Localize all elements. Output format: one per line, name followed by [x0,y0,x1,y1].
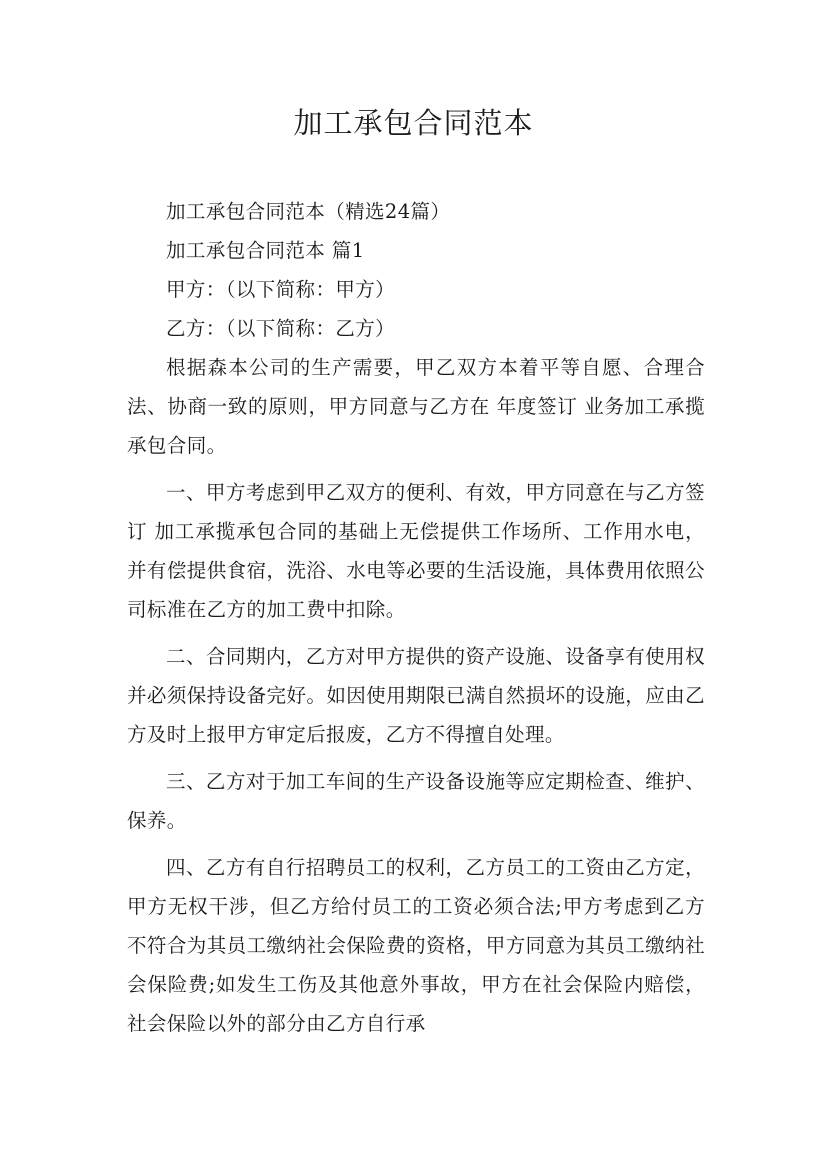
paragraph-clause-1: 一、甲方考虑到甲乙双方的便利、有效，甲方同意在与乙方签订 加工承揽承包合同的基础上无偿提供工作场所、工作用水电，并有偿提供食宿，洗浴、水电等必要的生活设施，具体费用依照公司标准在乙方的加工费中扣除。 [127,481,705,621]
paragraph-clause-3: 三、乙方对于加工车间的生产设备设施等应定期检查、维护、保养。 [127,770,705,832]
paragraph-preamble: 根据森本公司的生产需要，甲乙双方本着平等自愿、合理合法、协商一致的原则，甲方同意与乙方在 年度签订 业务加工承揽承包合同。 [127,356,705,457]
paragraph-clause-4: 四、乙方有自行招聘员工的权利，乙方员工的工资由乙方定，甲方无权干涉，但乙方给付员工的工资必须合法;甲方考虑到乙方不符合为其员工缴纳社会保险费的资格，甲方同意为其员工缴纳社会保险费;如发生工伤及其他意外事故，甲方在社会保险内赔偿，社会保险以外的部分由乙方自行承 [127,856,705,1035]
document-body [127,192,705,1043]
document-title: 加工承包合同范本 [293,106,534,140]
paragraph-clause-2: 二、合同期内，乙方对甲方提供的资产设施、设备享有使用权并必须保持设备完好。如因使用期限已满自然损坏的设施，应由乙方及时上报甲方审定后报废，乙方不得擅自处理。 [127,645,705,746]
paragraph-subtitle: 加工承包合同范本（精选24篇） [166,200,451,223]
paragraph-party-b: 乙方：（以下简称：乙方） [166,317,396,340]
paragraph-section-heading: 加工承包合同范本 篇1 [166,239,365,262]
paragraph-party-a: 甲方：（以下简称：甲方） [166,278,396,301]
